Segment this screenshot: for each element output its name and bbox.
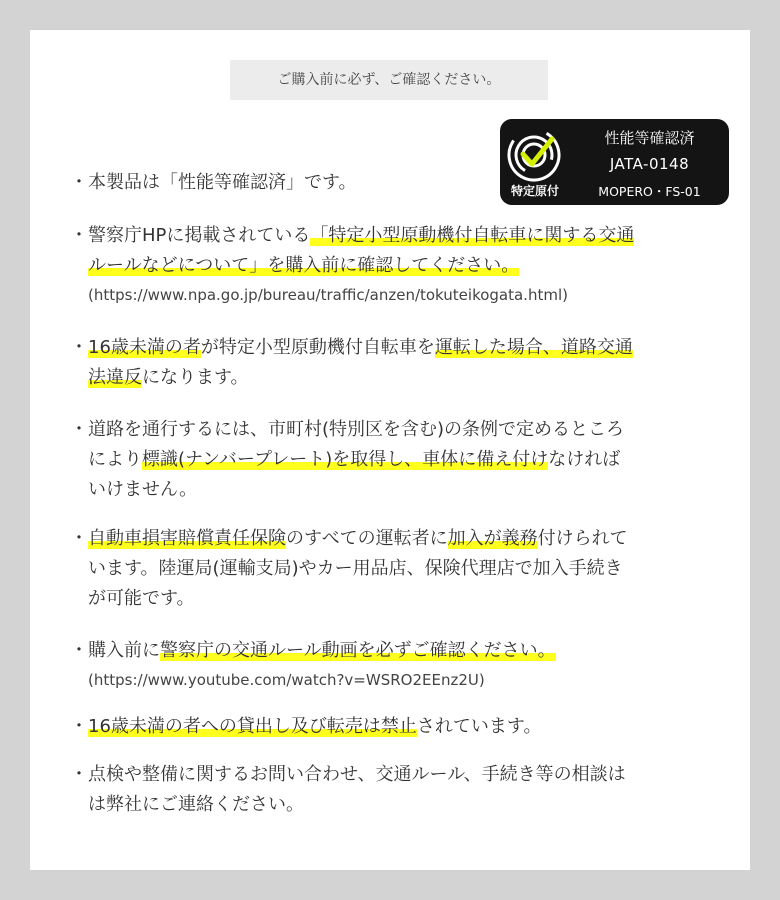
reference-url: (https://www.npa.go.jp/bureau/traffic/anzen/tokuteikogata.html) bbox=[88, 286, 568, 304]
highlighted-text: ルールなどについて」を購入前に確認してください。 bbox=[88, 255, 520, 276]
highlighted-text: 「特定小型原動機付自転車に関する交通 bbox=[310, 225, 635, 246]
list-item bbox=[70, 760, 710, 820]
bullet: ・ bbox=[70, 716, 88, 737]
list-item bbox=[70, 636, 710, 694]
reference-url: (https://www.youtube.com/watch?v=WSRO2EEnz2U) bbox=[88, 671, 485, 689]
item-text: 本製品は「性能等確認済」です。 bbox=[88, 172, 357, 193]
list-item bbox=[70, 712, 710, 742]
item-text: されています。 bbox=[416, 716, 542, 737]
item-text: は弊社にご連絡ください。 bbox=[88, 794, 304, 815]
notice-card bbox=[30, 30, 750, 870]
item-text: なければ bbox=[548, 449, 621, 470]
highlighted-text: 標識(ナンバープレート)を取得し、車体に備え付け bbox=[142, 449, 549, 470]
check-seal-icon bbox=[506, 127, 562, 183]
list-item bbox=[70, 168, 490, 198]
highlighted-text: 16歳未満の者 bbox=[88, 337, 201, 358]
item-text: 付けられて bbox=[537, 528, 628, 549]
list-item bbox=[70, 333, 710, 393]
item-text: により bbox=[88, 449, 142, 470]
badge-category-label: 特定原付 bbox=[510, 184, 559, 198]
bullet: ・ bbox=[70, 337, 88, 358]
list-item bbox=[70, 415, 710, 505]
bullet: ・ bbox=[70, 225, 88, 246]
item-text: のすべての運転者に bbox=[286, 528, 448, 549]
highlighted-text: 警察庁の交通ルール動画を必ずご確認ください。 bbox=[160, 640, 556, 661]
item-text: いけません。 bbox=[88, 479, 198, 500]
item-text: います。陸運局(運輸支局)やカー用品店、保険代理店で加入手続き bbox=[88, 558, 623, 579]
bullet: ・ bbox=[70, 640, 88, 661]
highlighted-text: 運転した場合、道路交通 bbox=[434, 337, 633, 358]
certification-badge bbox=[500, 119, 729, 205]
list-item bbox=[70, 524, 710, 614]
item-text: になります。 bbox=[142, 367, 249, 388]
highlighted-text: 加入が義務 bbox=[447, 528, 538, 549]
badge-cert-number: JATA-0148 bbox=[609, 155, 690, 173]
bullet: ・ bbox=[70, 419, 88, 440]
notice-banner: ご購入前に必ず、ご確認ください。 bbox=[230, 60, 548, 100]
item-text: が可能です。 bbox=[88, 588, 195, 609]
item-text: 道路を通行するには、市町村(特別区を含む)の条例で定めるところ bbox=[88, 419, 625, 440]
item-text: 警察庁HPに掲載されている bbox=[88, 225, 311, 246]
highlighted-text: 自動車損害賠償責任保険 bbox=[88, 528, 286, 549]
item-text: が特定小型原動機付自転車を bbox=[200, 337, 435, 358]
item-text: 購入前に bbox=[88, 640, 160, 661]
bullet: ・ bbox=[70, 172, 88, 193]
bullet: ・ bbox=[70, 764, 88, 785]
highlighted-text: 16歳未満の者への貸出し及び転売は禁止 bbox=[88, 716, 417, 737]
badge-model: MOPERO・FS-01 bbox=[598, 184, 701, 199]
highlighted-text: 法違反 bbox=[88, 367, 142, 388]
item-text: 点検や整備に関するお問い合わせ、交通ルール、手続き等の相談は bbox=[88, 764, 626, 785]
bullet: ・ bbox=[70, 528, 88, 549]
list-item bbox=[70, 221, 710, 309]
badge-status: 性能等確認済 bbox=[604, 129, 695, 147]
